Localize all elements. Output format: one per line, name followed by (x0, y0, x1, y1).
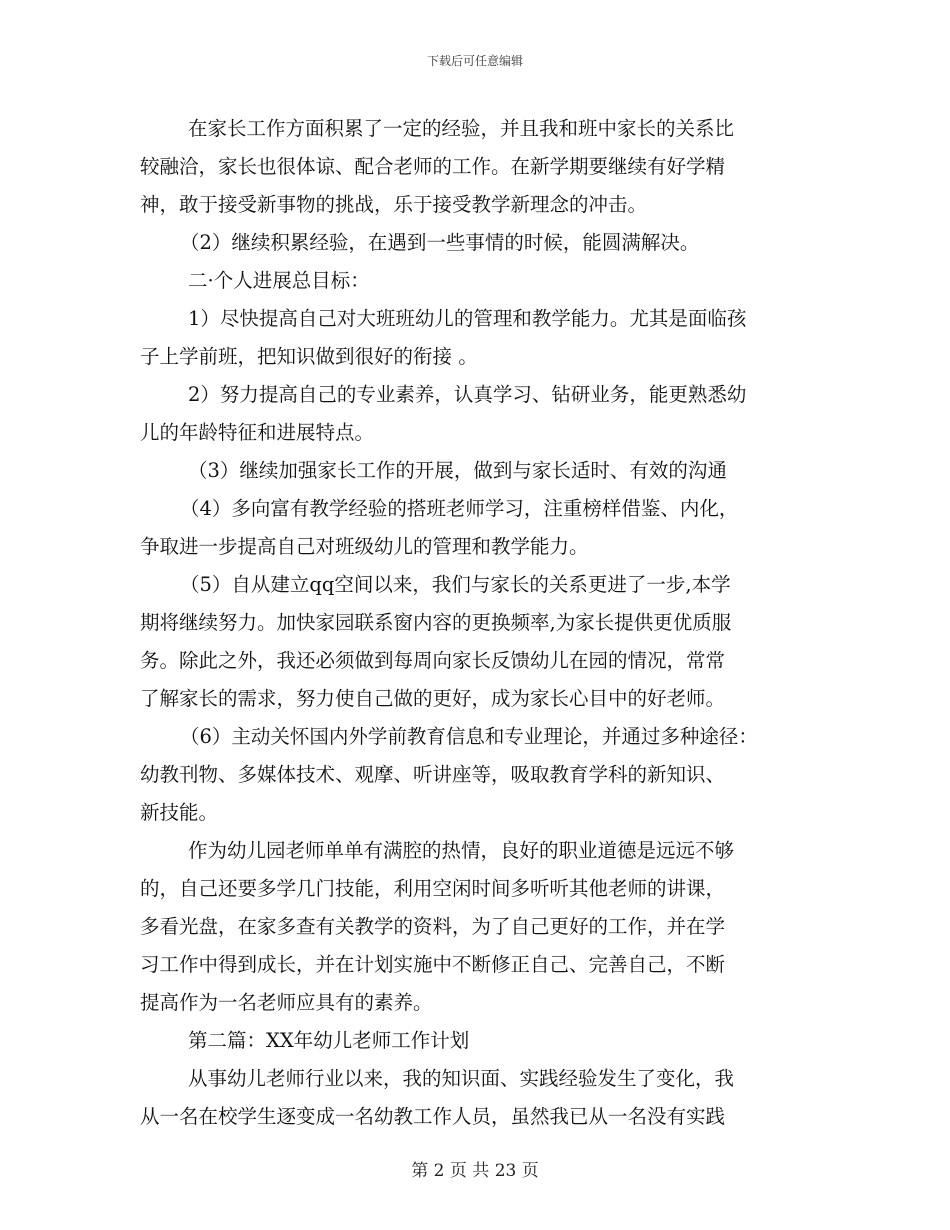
text-line: （3）继续加强家长工作的开展，做到与家长适时、有效的沟通 (188, 459, 727, 482)
text-line: 幼教刊物、多媒体技术、观摩、听讲座等，吸取教育学科的新知识、 (140, 763, 726, 786)
text-line: 多看光盘，在家多查有关教学的资料，为了自己更好的工作，并在学 (140, 915, 726, 938)
text-line: 争取进一步提高自己对班级幼儿的管理和教学能力。 (140, 535, 589, 558)
text-line: 期将继续努力。加快家园联系窗内容的更换频率,为家长提供更优质服 (140, 611, 732, 634)
text-line: 从一名在校学生逐变成一名幼教工作人员，虽然我已从一名没有实践 (140, 1105, 726, 1128)
text-line: 神，敢于接受新事物的挑战，乐于接受教学新理念的冲击。 (140, 193, 648, 216)
text-line: 提高作为一名老师应具有的素养。 (140, 991, 433, 1014)
text-line: 了解家长的需求，努力使自己做的更好，成为家长心目中的好老师。 (140, 687, 726, 710)
text-line: 习工作中得到成长，并在计划实施中不断修正自己、完善自己，不断 (140, 953, 726, 976)
text-line: 从事幼儿老师行业以来，我的知识面、实践经验发生了变化，我 (188, 1067, 735, 1090)
page-footer: 第 2 页 共 23 页 (411, 1161, 539, 1181)
text-line: 2）努力提高自己的专业素养，认真学习、钻研业务，能更熟悉幼 (188, 383, 747, 406)
text-line: 子上学前班，把知识做到很好的衔接 。 (140, 345, 478, 368)
document-body (140, 110, 816, 1136)
text-line: 新技能。 (140, 801, 219, 824)
text-line: 在家长工作方面积累了一定的经验，并且我和班中家长的关系比 (188, 117, 735, 140)
text-line: （5）自从建立qq空间以来，我们与家长的关系更进了一步,本学 (180, 573, 731, 596)
text-line: （2）继续积累经验，在遇到一些事情的时候，能圆满解决。 (180, 231, 700, 254)
text-line: 作为幼儿园老师单单有满腔的热情，良好的职业道德是远远不够 (188, 839, 735, 862)
text-line: 务。除此之外，我还必须做到每周向家长反馈幼儿在园的情况，常常 (140, 649, 726, 672)
text-line: 第二篇：XX年幼儿老师工作计划 (188, 1029, 470, 1052)
text-line: 较融洽，家长也很体谅、配合老师的工作。在新学期要继续有好学精 (140, 155, 726, 178)
text-line: （6）主动关怀国内外学前教育信息和专业理论，并通过多种途径： (180, 725, 758, 748)
text-line: 的，自己还要多学几门技能，利用空闲时间多听听其他老师的讲课， (140, 877, 726, 900)
text-line: （4）多向富有教学经验的搭班老师学习，注重榜样借鉴、内化， (180, 497, 739, 520)
page-header: 下载后可任意编辑 (426, 54, 523, 68)
text-line: 二·个人进展总目标： (188, 269, 370, 292)
text-line: 1）尽快提高自己对大班班幼儿的管理和教学能力。尤其是面临孩 (188, 307, 747, 330)
text-line: 儿的年龄特征和进展特点。 (140, 421, 375, 444)
